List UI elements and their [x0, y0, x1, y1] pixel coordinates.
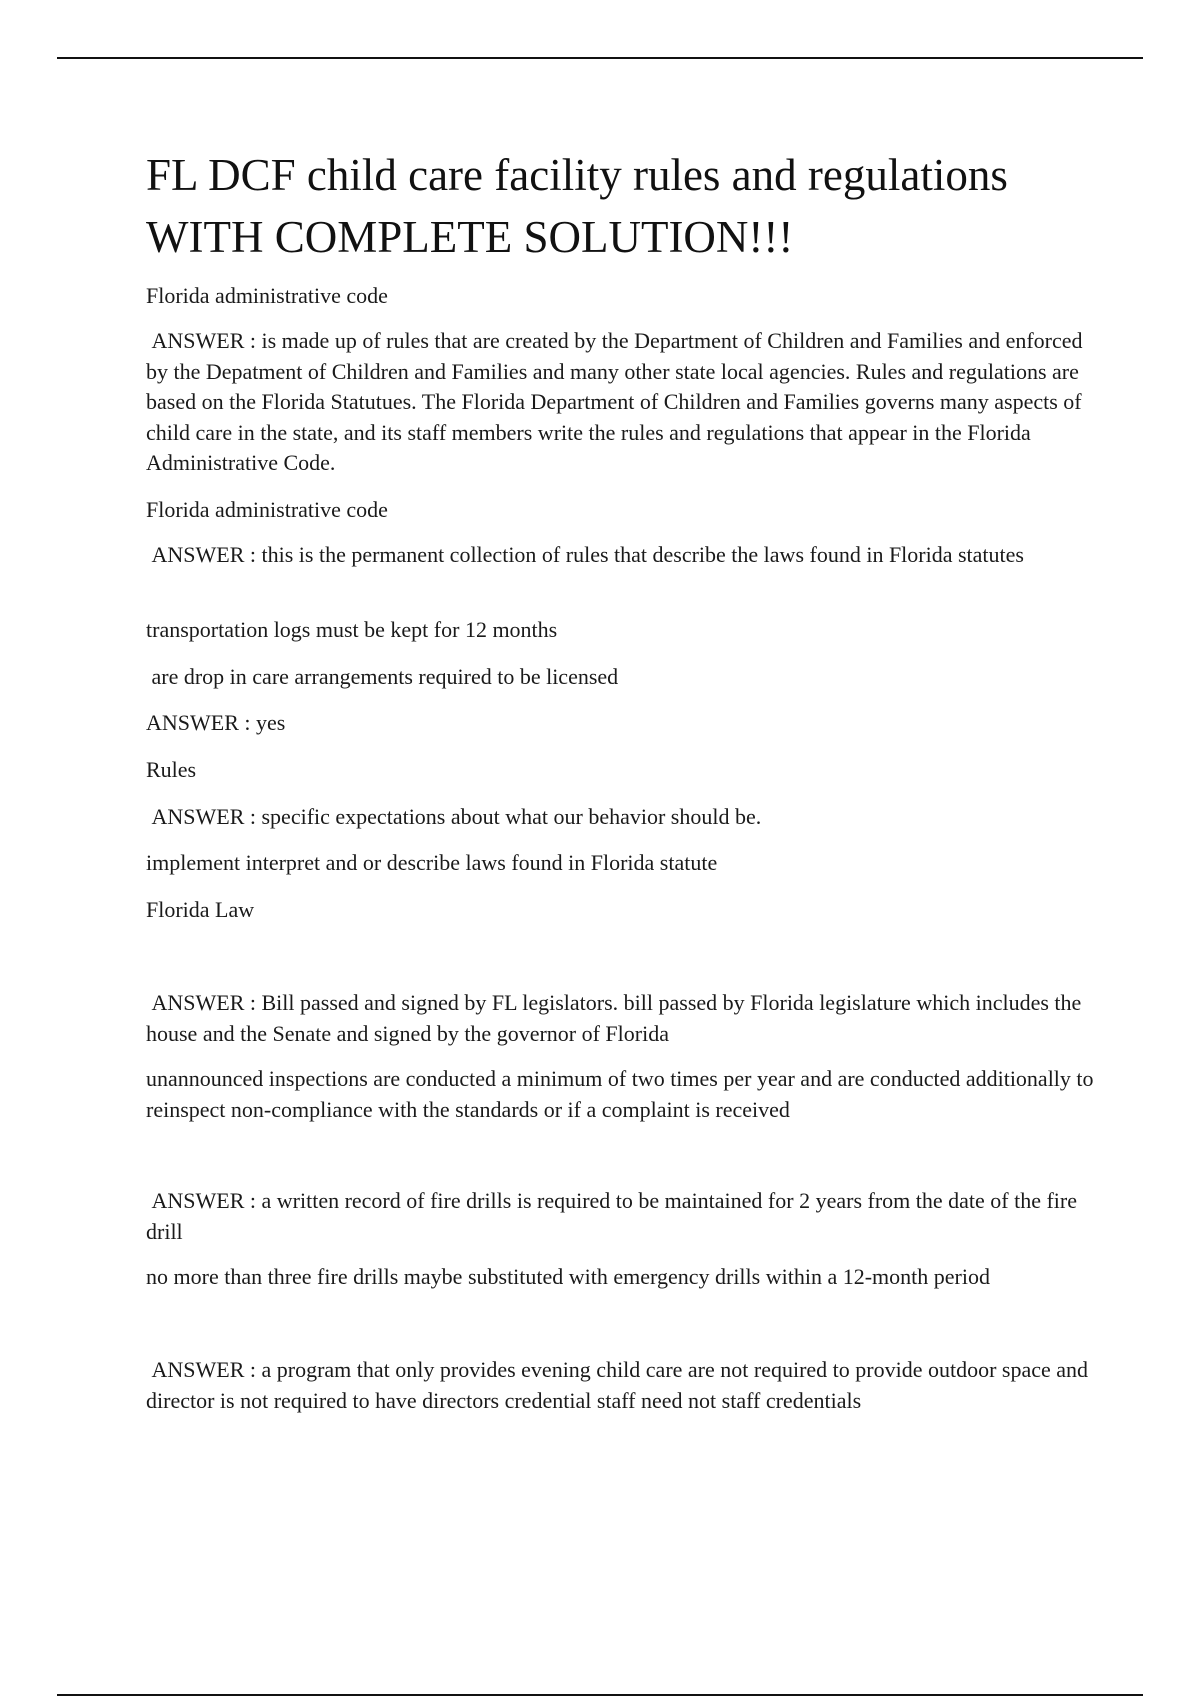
answer-paragraph: ANSWER : a program that only provides evening child care are not required to provide outdoor space and director is not required to have directors credential staff need not staff credentials — [146, 1357, 1094, 1413]
answer-paragraph: ANSWER : this is the permanent collection of rules that describe the laws found in Florida statutes — [146, 542, 1024, 567]
term-florida-administrative-code: Florida administrative code — [146, 283, 388, 308]
term-rules: Rules — [146, 757, 197, 782]
answer-paragraph: ANSWER : a written record of fire drills is required to be maintained for 2 years from the date of the fire drill — [146, 1188, 1083, 1244]
term-florida-administrative-code-2: Florida administrative code — [146, 497, 388, 522]
answer-paragraph: ANSWER : specific expectations about what our behavior should be. — [146, 804, 762, 829]
term-drop-in-care: are drop in care arrangements required to be licensed — [146, 664, 619, 689]
term-florida-law: Florida Law — [146, 897, 255, 922]
title-line-1: FL DCF child care facility rules and regulations — [146, 150, 1008, 200]
term-unannounced-inspections: unannounced inspections are conducted a minimum of two times per year and are conducted additionally to reinspect non-compliance with the standards or if a complaint is received — [146, 1066, 1100, 1122]
answer-paragraph: ANSWER : is made up of rules that are created by the Department of Children and Families and enforced by the Depatment of Children and Families and many other state local agencies. Rules and regulations are based on the Florida Statutues. The Florida Department of Children and Families governs many aspects of child care in the state, and its staff members write the rules and regulations that appear in the Florida Administrative Code. — [146, 328, 1089, 475]
top-divider — [57, 57, 1143, 59]
term-transportation-logs: transportation logs must be kept for 12 months — [146, 617, 558, 642]
answer-paragraph: ANSWER : yes — [146, 710, 286, 735]
page-title — [146, 144, 1096, 268]
term-fire-drills: no more than three fire drills maybe substituted with emergency drills within a 12-month period — [146, 1264, 990, 1289]
title-line-2: WITH COMPLETE SOLUTION!!! — [146, 212, 794, 262]
answer-paragraph: ANSWER : Bill passed and signed by FL legislators. bill passed by Florida legislature which includes the house and the Senate and signed by the governor of Florida — [146, 990, 1087, 1046]
document-header — [146, 144, 1096, 268]
term-implement-interpret: implement interpret and or describe laws found in Florida statute — [146, 850, 718, 875]
bottom-divider — [57, 1694, 1143, 1696]
